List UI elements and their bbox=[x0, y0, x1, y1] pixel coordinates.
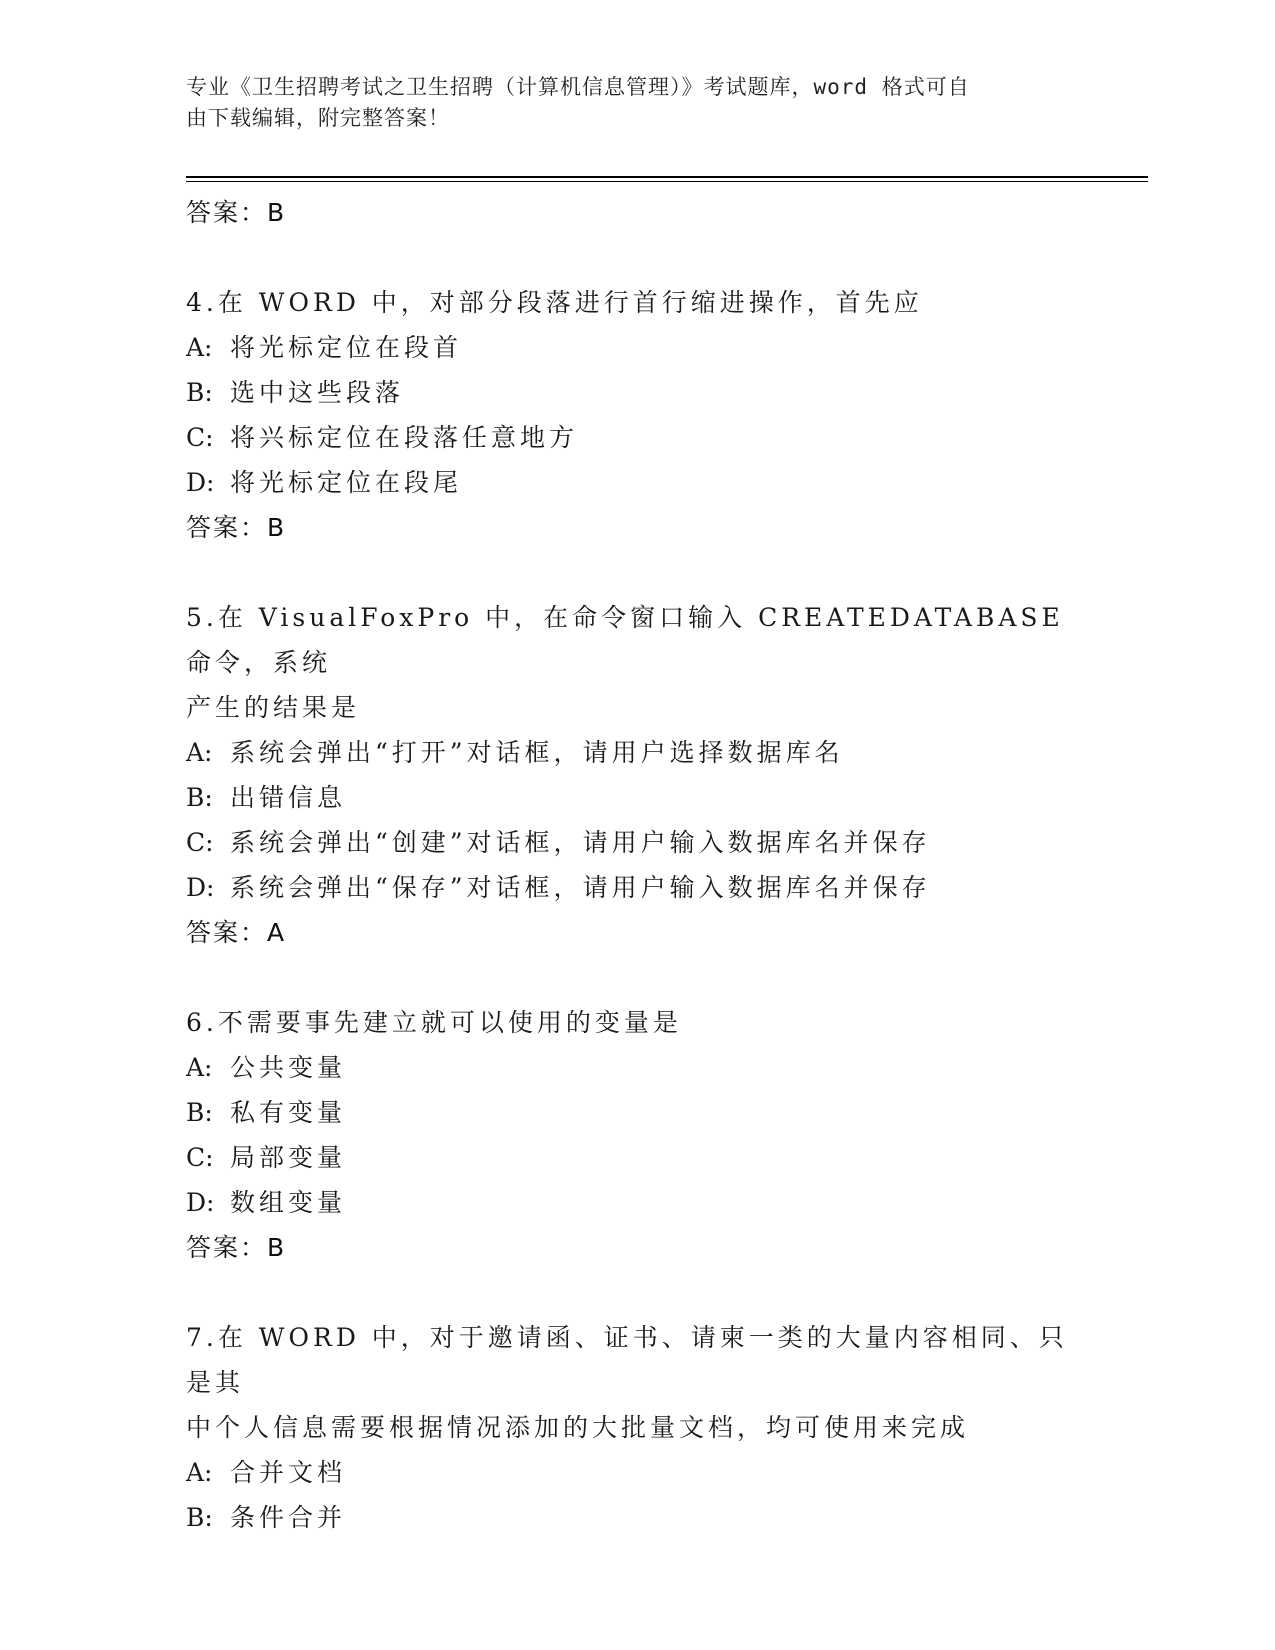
option-text: 将光标定位在段尾 bbox=[230, 468, 463, 497]
answer-q3: 答案：B bbox=[186, 198, 287, 227]
option-key: D: bbox=[186, 1188, 215, 1217]
option-text: 公共变量 bbox=[230, 1053, 347, 1082]
spacer bbox=[186, 551, 1086, 595]
option-text: 合并文档 bbox=[230, 1458, 347, 1487]
option-a bbox=[186, 1450, 1086, 1495]
spacer bbox=[186, 236, 1086, 280]
option-b bbox=[186, 775, 1086, 820]
option-key: C: bbox=[186, 1143, 214, 1172]
header-line-1: 专业《卫生招聘考试之卫生招聘（计算机信息管理）》考试题库，word 格式可自 bbox=[186, 75, 970, 99]
option-a bbox=[186, 1045, 1086, 1090]
option-text: 将兴标定位在段落任意地方 bbox=[230, 423, 579, 452]
answer-q6: 答案：B bbox=[186, 1233, 287, 1262]
option-key: C: bbox=[186, 423, 214, 452]
option-key: A: bbox=[186, 1458, 213, 1487]
option-key: B: bbox=[186, 1098, 213, 1127]
option-key: B: bbox=[186, 783, 213, 812]
spacer bbox=[186, 1271, 1086, 1315]
option-key: D: bbox=[186, 873, 215, 902]
option-c bbox=[186, 415, 1086, 460]
option-text: 局部变量 bbox=[230, 1143, 347, 1172]
option-d bbox=[186, 1180, 1086, 1225]
option-text: 系统会弹出“打开”对话框，请用户选择数据库名 bbox=[230, 738, 844, 767]
option-key: D: bbox=[186, 468, 215, 497]
option-b bbox=[186, 1090, 1086, 1135]
question-6 bbox=[186, 1000, 1086, 1271]
question-stem: 6.不需要事先建立就可以使用的变量是 bbox=[186, 1008, 682, 1037]
question-stem: 4.在 WORD 中，对部分段落进行首行缩进操作，首先应 bbox=[186, 288, 923, 317]
option-b bbox=[186, 1495, 1086, 1540]
document-header bbox=[186, 72, 1066, 134]
option-key: C: bbox=[186, 828, 214, 857]
option-key: A: bbox=[186, 1053, 213, 1082]
question-list bbox=[186, 190, 1086, 1540]
option-text: 条件合并 bbox=[230, 1503, 347, 1532]
question-stem-line-1: 5.在 VisualFoxPro 中，在命令窗口输入 CREATEDATABASE 命令，系统 bbox=[186, 603, 1064, 677]
header-line-2: 由下载编辑，附完整答案！ bbox=[186, 106, 450, 130]
option-text: 系统会弹出“保存”对话框，请用户输入数据库名并保存 bbox=[230, 873, 931, 902]
option-text: 系统会弹出“创建”对话框，请用户输入数据库名并保存 bbox=[230, 828, 931, 857]
answer-q4: 答案：B bbox=[186, 513, 287, 542]
question-5 bbox=[186, 595, 1086, 956]
option-key: B: bbox=[186, 1503, 213, 1532]
option-text: 选中这些段落 bbox=[230, 378, 405, 407]
option-key: A: bbox=[186, 333, 213, 362]
option-text: 出错信息 bbox=[230, 783, 347, 812]
question-7 bbox=[186, 1315, 1086, 1540]
option-b bbox=[186, 370, 1086, 415]
option-d bbox=[186, 460, 1086, 505]
spacer bbox=[186, 956, 1086, 1000]
question-stem-line-1: 7.在 WORD 中，对于邀请函、证书、请柬一类的大量内容相同、只是其 bbox=[186, 1323, 1068, 1397]
option-text: 私有变量 bbox=[230, 1098, 347, 1127]
option-d bbox=[186, 865, 1086, 910]
option-key: B: bbox=[186, 378, 213, 407]
option-a bbox=[186, 325, 1086, 370]
option-text: 数组变量 bbox=[230, 1188, 347, 1217]
header-divider-thick bbox=[186, 176, 1148, 178]
option-text: 将光标定位在段首 bbox=[230, 333, 463, 362]
option-c bbox=[186, 1135, 1086, 1180]
answer-q5: 答案：A bbox=[186, 918, 287, 947]
option-key: A: bbox=[186, 738, 213, 767]
option-a bbox=[186, 730, 1086, 775]
option-c bbox=[186, 820, 1086, 865]
header-divider-thin bbox=[186, 181, 1148, 182]
question-4 bbox=[186, 280, 1086, 551]
question-stem-line-2: 中个人信息需要根据情况添加的大批量文档，均可使用来完成 bbox=[186, 1413, 970, 1442]
question-stem-line-2: 产生的结果是 bbox=[186, 693, 361, 722]
